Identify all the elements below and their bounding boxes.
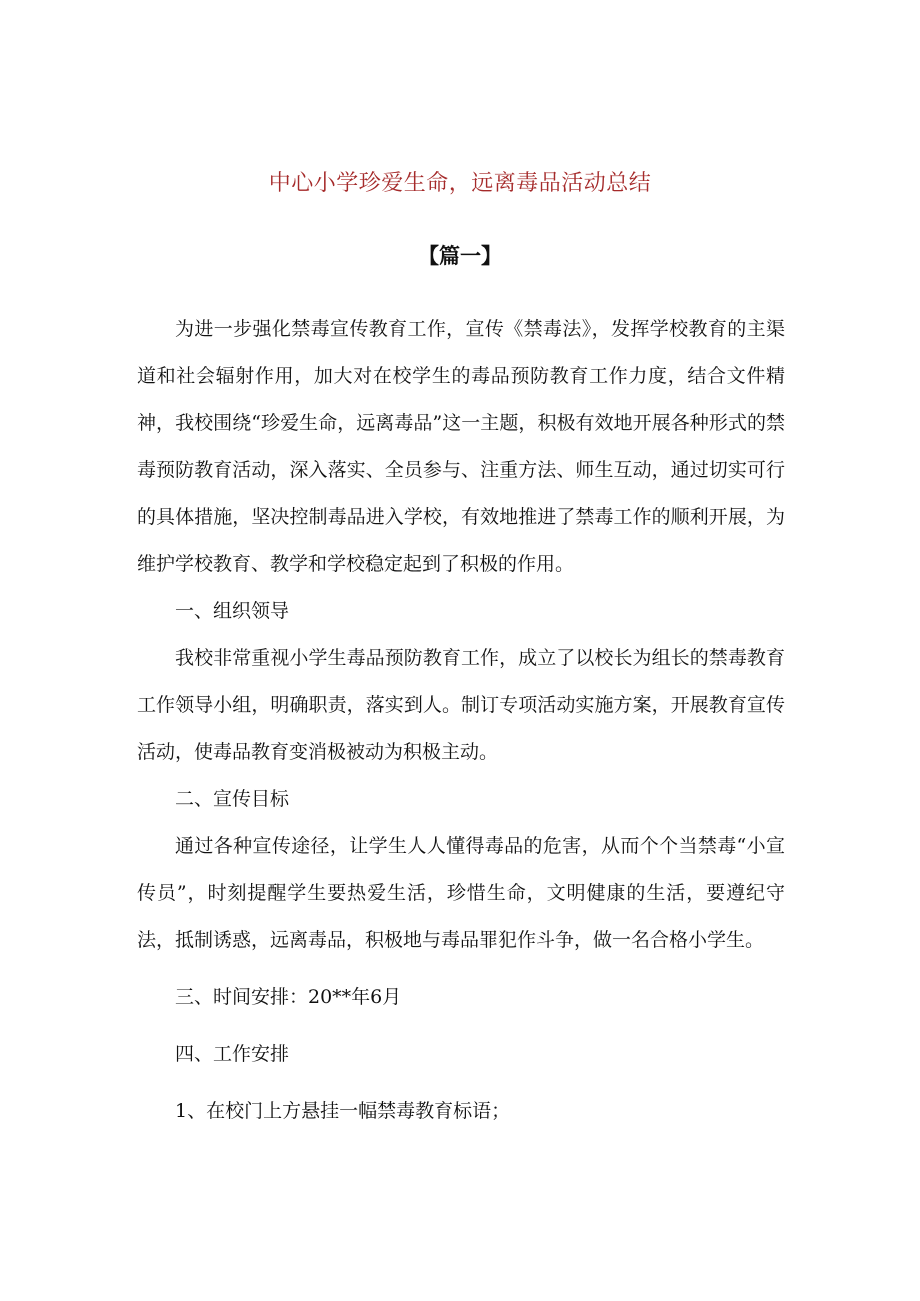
paragraph-intro: 为进一步强化禁毒宣传教育工作，宣传《禁毒法》，发挥学校教育的主渠道和社会辐射作用，加大对在校学生的毒品预防教育工作力度，结合文件精神，我校围绕“珍爱生命，远离毒品”这一主题，积极有效地开展各种形式的禁毒预防教育活动，深入落实、全员参与、注重方法、师生互动，通过切实可行的具体措施，坚决控制毒品进入学校，有效地推进了禁毒工作的顺利开展，为维护学校教育、教学和学校稳定起到了积极的作用。 <box>137 318 785 575</box>
document-body <box>137 306 785 1135</box>
document-title: 中心小学珍爱生命，远离毒品活动总结 <box>268 171 652 196</box>
section-heading: 【篇一】 <box>418 243 502 268</box>
heading-goals: 二、宣传目标 <box>175 788 290 810</box>
heading-work-plan: 四、工作安排 <box>175 1043 290 1065</box>
paragraph-organization: 我校非常重视小学生毒品预防教育工作，成立了以校长为组长的禁毒教育工作领导小组，明确职责，落实到人。制订专项活动实施方案，开展教育宣传活动，使毒品教育变消极被动为积极主动。 <box>137 647 785 763</box>
list-item-banner: 1、在校门上方悬挂一幅禁毒教育标语； <box>175 1100 511 1122</box>
heading-schedule: 三、时间安排：20**年6月 <box>175 986 402 1008</box>
heading-organization: 一、组织领导 <box>175 600 290 622</box>
paragraph-goals: 通过各种宣传途径，让学生人人懂得毒品的危害，从而个个当禁毒“小宣传员”，时刻提醒学生要热爱生活，珍惜生命，文明健康的生活，要遵纪守法，抵制诱惑，远离毒品，积极地与毒品罪犯作斗争，做一名合格小学生。 <box>137 835 785 951</box>
